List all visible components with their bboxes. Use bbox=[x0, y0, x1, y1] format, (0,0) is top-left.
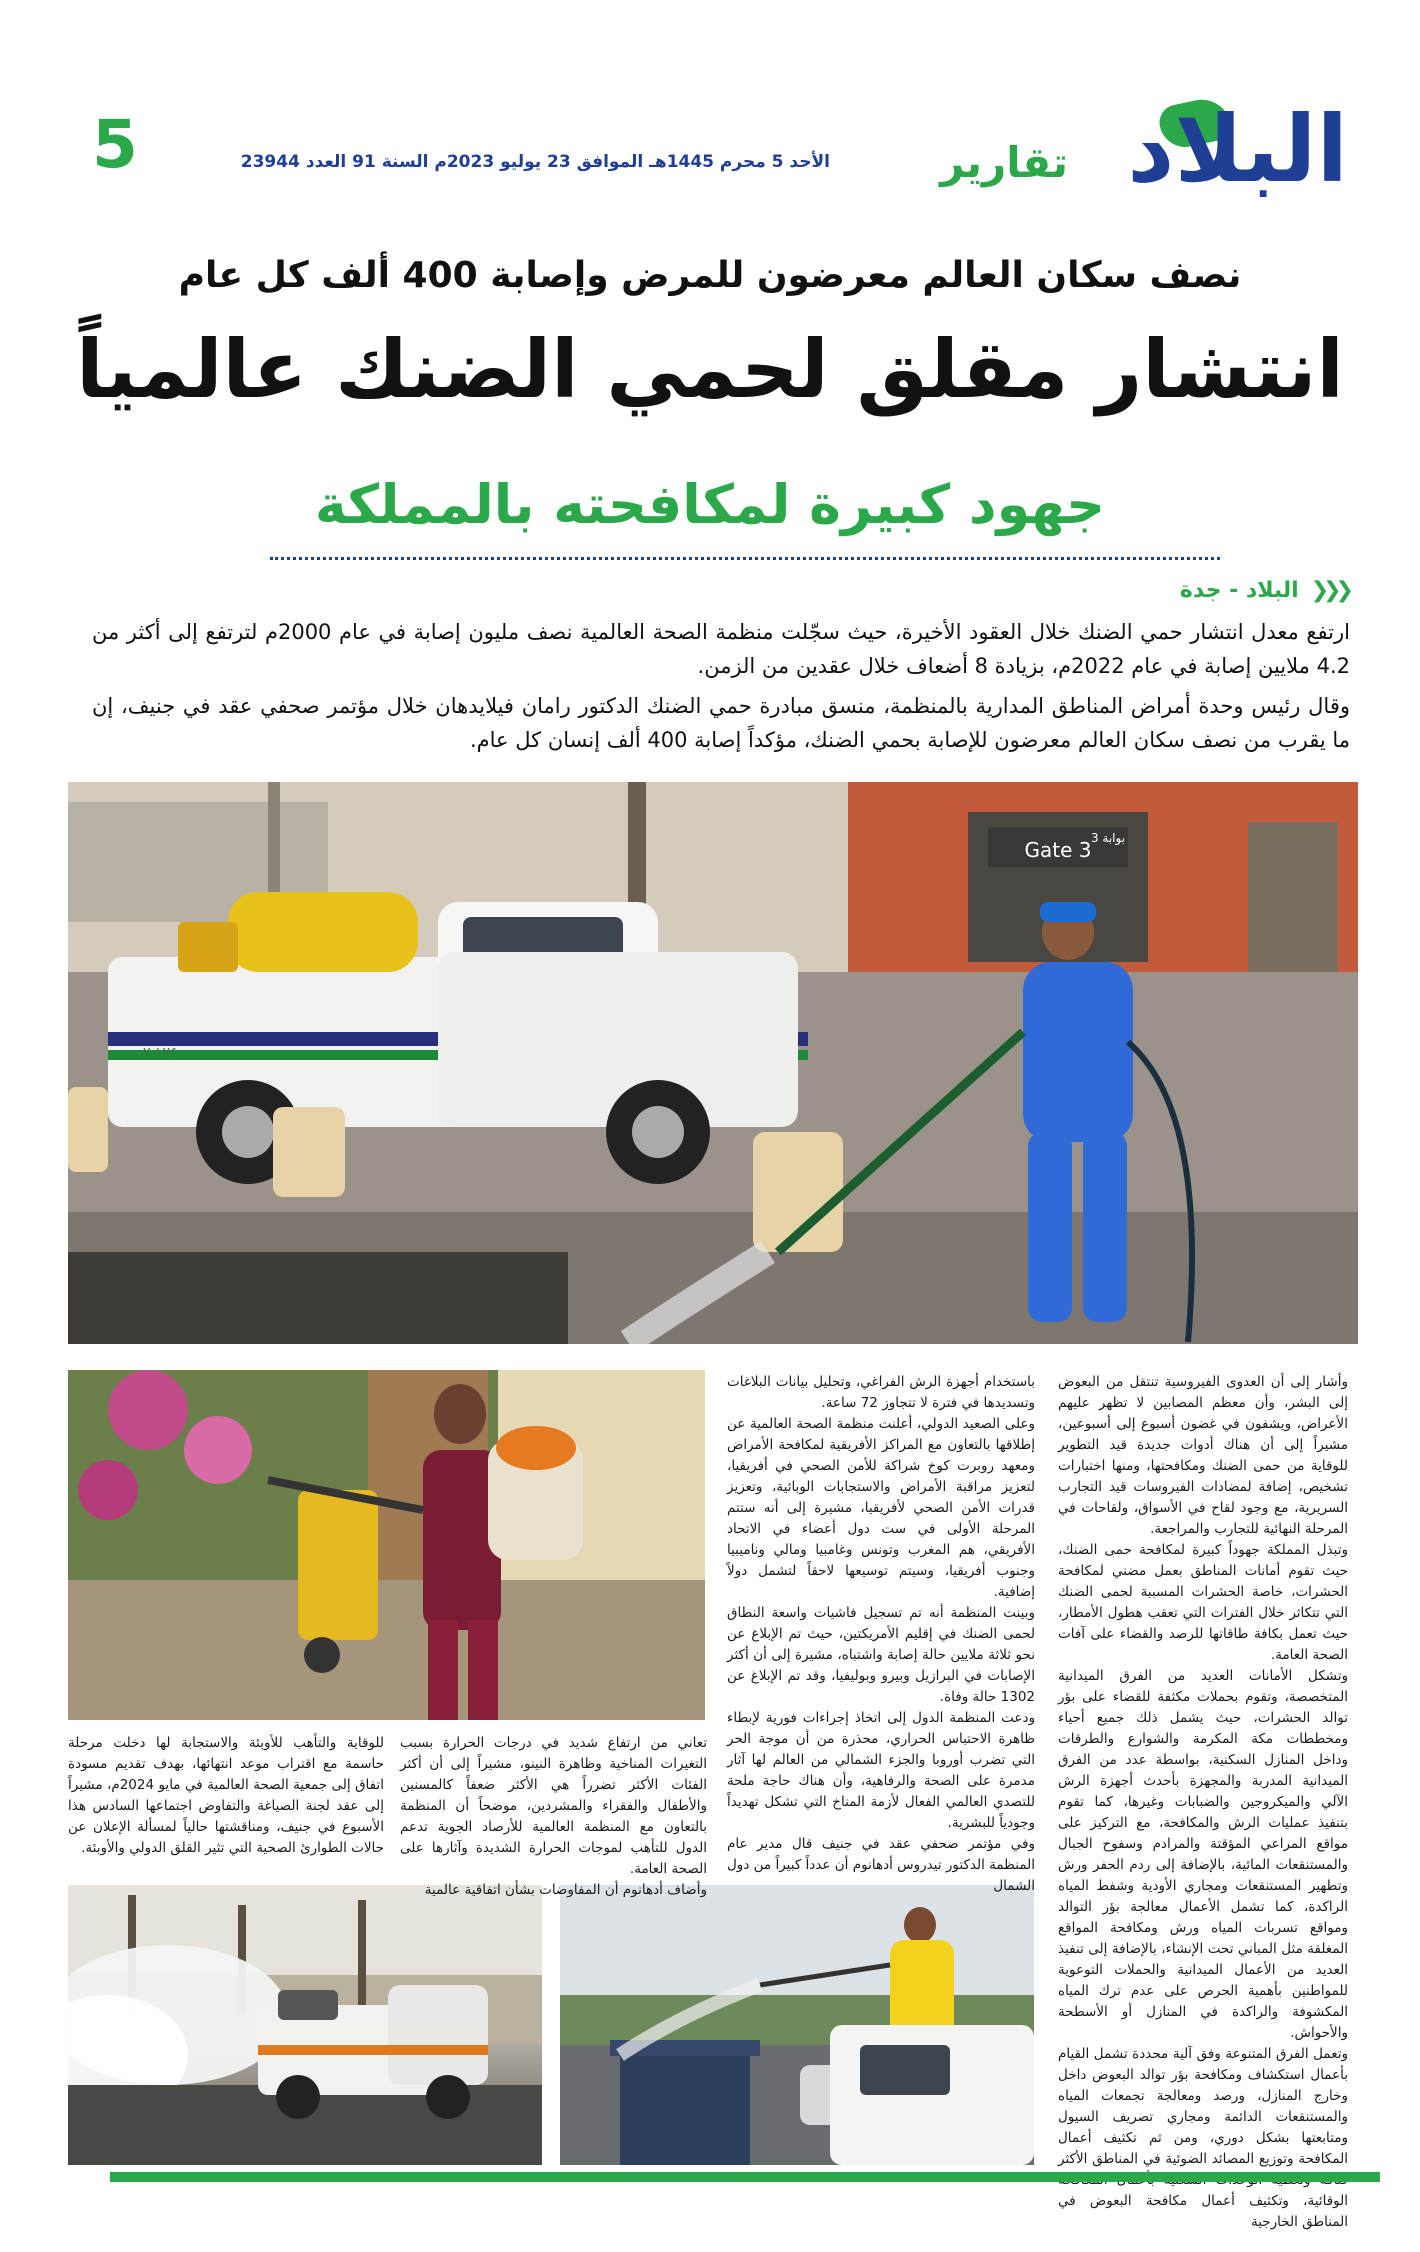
body-paragraph: ودعت المنظمة الدول إلى اتخاذ إجراءات فورية لإبطاء ظاهرة الاحتباس الحراري، محذرة من أن موجة الحر التي تضرب أوروبا والجزء الشمالي من العالم لها آثار مدمرة على الصحة والرفاهية، وأن هناك حاجة ملحة للتصدي العالمي الفعال لأزمة المناخ التي تشكل تهديداً وجودياً للبشرية. bbox=[727, 1710, 1035, 1831]
article-column-lower-left bbox=[68, 1733, 384, 1859]
intro-paragraph: وقال رئيس وحدة أمراض المناطق المدارية بالمنظمة، منسق مبادرة حمي الضنك الدكتور رامان فيلايدهان خلال مؤتمر صحفي عقد في جنيف، إن ما يقرب من نصف سكان العالم معرضون للإصابة بحمي الضنك، مؤكداً إصابة 400 ألف إنسان كل عام. bbox=[92, 694, 1350, 752]
body-paragraph: وأضاف أدهانوم أن المفاوضات بشأن اتفاقية عالمية bbox=[424, 1882, 707, 1898]
article-kicker: نصف سكان العالم معرضون للمرض وإصابة 400 ألف كل عام bbox=[178, 255, 1242, 296]
photo-fogging-pickup bbox=[68, 1885, 542, 2165]
article-intro bbox=[92, 615, 1350, 763]
byline bbox=[1180, 578, 1348, 603]
photo-backpack-sprayer bbox=[68, 1370, 705, 1720]
logo-wordmark: البلاد bbox=[1127, 96, 1348, 203]
gate-sign: Gate 3 bbox=[1024, 838, 1092, 862]
article-column-right bbox=[1058, 1372, 1348, 2233]
main-photo-illustration bbox=[68, 782, 1358, 1344]
body-paragraph: وفي مؤتمر صحفي عقد في جنيف قال مدير عام المنظمة الدكتور تيدروس أدهانوم أن عدداً كبيراً من دول الشمال bbox=[727, 1836, 1035, 1894]
newspaper-logo bbox=[1108, 95, 1348, 215]
gate-sign-ar: بوابة 3 bbox=[1090, 831, 1126, 845]
article-column-middle bbox=[727, 1372, 1035, 1897]
body-paragraph: وبينت المنظمة أنه تم تسجيل فاشيات واسعة النطاق لحمى الضنك في إقليم الأمريكتين، حيث تم الإبلاغ عن نحو ثلاثة ملايين حالة إصابة واشتباه، مشيرة إلى أن أكثر الإصابات في البرازيل وبيرو وبوليفيا، وقد تم الإبلاغ عن 1302 حالة وفاة. bbox=[727, 1605, 1035, 1705]
body-paragraph: للوقاية والتأهب للأوبئة والاستجابة لها دخلت مرحلة حاسمة مع اقتراب موعد انتهائها، بهدف تقديم مسودة اتفاق إلى جمعية الصحة العالمية في مايو 2024م، مشيراً إلى عقد لجنة الصياغة والتفاوض اجتماعها السادس هذا الأسبوع في جنيف، ومناقشتها حالياً لمسألة الإعلان عن حالات الطوارئ الصحية التي تثير القلق الدولي والأوبئة. bbox=[68, 1735, 384, 1856]
issue-dateline: الأحد 5 محرم 1445هـ الموافق 23 يوليو 2023م السنة 91 العدد 23944 bbox=[240, 152, 830, 172]
body-paragraph: وعلى الصعيد الدولي، أعلنت منظمة الصحة العالمية عن إطلاقها بالتعاون مع المراكز الأفريقية لمكافحة الأمراض ومعهد روبرت كوخ شراكة للأمن الصحي في أفريقيا، لتعزيز مراقبة الأمراض والاستجابات الوبائية، وتعزيز قدرات الأمن الصحي لأفريقيا، مشيرة إلى أنه ستتم المرحلة الأولى في ست دول أعضاء في الاتحاد الأفريقي، هم المغرب وتونس وغامبيا ومالي وناميبيا وجنوب أفريقيا، وسيتم توسيعها لاحقاً لتشمل دولاً إضافية. bbox=[727, 1416, 1035, 1600]
photo-spraying-bins bbox=[560, 1885, 1034, 2165]
section-label: تقارير bbox=[940, 138, 1068, 187]
dotted-divider bbox=[270, 557, 1220, 560]
body-paragraph: وأشار إلى أن العدوى الفيروسية تنتقل من البعوض إلى البشر، وأن معظم المصابين لا تظهر عليهم الأعراض، ويشفون في غضون أسبوع إلى أسبوعين، مشيراً إلى أن هناك أدوات جديدة قيد التطوير للوقاية من حمى الضنك ومكافحتها، ومنها اختبارات تشخيص، إضافة لمضادات الفيروسات قيد التجارب السريرية، مع وجود لقاح في الأسواق، ولقاحات في المرحلة النهائية للتجارب والمراجعة. bbox=[1058, 1374, 1348, 1537]
article-subhead: جهود كبيرة لمكافحته بالمملكة bbox=[314, 473, 1106, 536]
spraying-bins-illustration bbox=[560, 1885, 1034, 2165]
byline-text: البلاد - جدة bbox=[1179, 578, 1299, 603]
body-paragraph: تعاني من ارتفاع شديد في درجات الحرارة بسبب التغيرات المناخية وظاهرة النينو، مشيراً إلى أن أكثر الفئات الأكثر تضرراً هي الأكثر ضعفاً كالمسنين والأطفال والفقراء والمشردين، موضحاً أن المنظمة بالتعاون مع المنظمة العالمية للأرصاد الجوية تدعم الدول للتأهب لموجات الحرارة الشديدة وآثارها على الصحة العامة. bbox=[400, 1735, 707, 1877]
truck-plate-number: ١٧٤ ٧ bbox=[143, 1045, 178, 1061]
article-column-lower-middle bbox=[400, 1733, 707, 1901]
backpack-sprayer-illustration bbox=[68, 1370, 705, 1720]
intro-paragraph: ارتفع معدل انتشار حمي الضنك خلال العقود الأخيرة، حيث سجّلت منظمة الصحة العالمية نصف مليون إصابة في عام 2000م لترتفع إلى أكثر من 4.2 ملايين إصابة في عام 2022م، بزيادة 8 أضعاف خلال عقدين من الزمن. bbox=[92, 620, 1350, 678]
article-headline: انتشار مقلق لحمي الضنك عالمياً bbox=[76, 323, 1344, 416]
body-paragraph: وتشكل الأمانات العديد من الفرق الميدانية المتخصصة، وتقوم بحملات مكثفة للقضاء على بؤر توالد الحشرات، حيث يشمل ذلك جميع أحياء ومخططات مكة المكرمة والشوارع والطرقات وداخل المنازل السكنية، بواسطة عدد من الفرق الميدانية المدربة والمجهزة بأحدث أجهزة الرش الآلي والميكروجين والضبابات وغيرها، كما تقوم بتنفيذ عمليات الرش والمكافحة، مع التركيز على مواقع المراعي المؤقتة والمرادم وسفوح الجبال والمستنقعات المائية، بالإضافة إلى ردم الحفر ورش وتطهير المستنقعات ومجاري الأودية وشفط المياه الراكدة، كما تشمل الأعمال معالجة بؤر التوالد ومواقع تسربات المياه ورش ومكافحة المواقع المغلقة مثل المباني تحت الإنشاء، بالإضافة إلى تنفيذ العديد من الأعمال الميدانية والحملات التوعوية للمواطنين بأهمية الحرص على عدم ترك المياه المكشوفة والراكدة في المنازل أو الأسطحة والأحواش. bbox=[1058, 1668, 1348, 2041]
chevrons-icon: ❮❮❮ bbox=[1310, 578, 1348, 603]
fogging-pickup-illustration bbox=[68, 1885, 542, 2165]
main-photo-fogging-truck bbox=[68, 782, 1358, 1344]
footer-green-bar bbox=[110, 2172, 1380, 2182]
body-paragraph: باستخدام أجهزة الرش الفراغي، وتحليل بيانات البلاغات وتسديدها في فترة لا تتجاوز 72 ساعة. bbox=[727, 1374, 1035, 1411]
page-number: 5 bbox=[92, 106, 138, 183]
body-paragraph: وتبذل المملكة جهوداً كبيرة لمكافحة حمى الضنك، حيث تقوم أمانات المناطق بعمل مضني لمكافحة الحشرات، خاصة الحشرات المسببة لحمى الضنك التي تتكاثر خلال الفترات التي تعقب هطول الأمطار، حيث تعمل بكافة طاقاتها للرصد والقضاء على آفات الصحة العامة. bbox=[1058, 1542, 1348, 1663]
body-paragraph: وتعمل الفرق المتنوعة وفق آلية محددة تشمل القيام بأعمال استكشاف ومكافحة بؤر توالد البعوض داخل وخارج المنازل، ورصد ومعالجة تجمعات المياه والمستنقعات الدائمة ومجاري تصريف السيول ومتابعتها بشكل دوري، ومن ثم تكثيف أعمال المكافحة وتوزيع المصائد الضوئية في المناطق الأكثر الوقائية، وتكثيف أعمال مكافحة البعوض في المناطق الخارجية bbox=[1058, 2046, 1348, 2230]
